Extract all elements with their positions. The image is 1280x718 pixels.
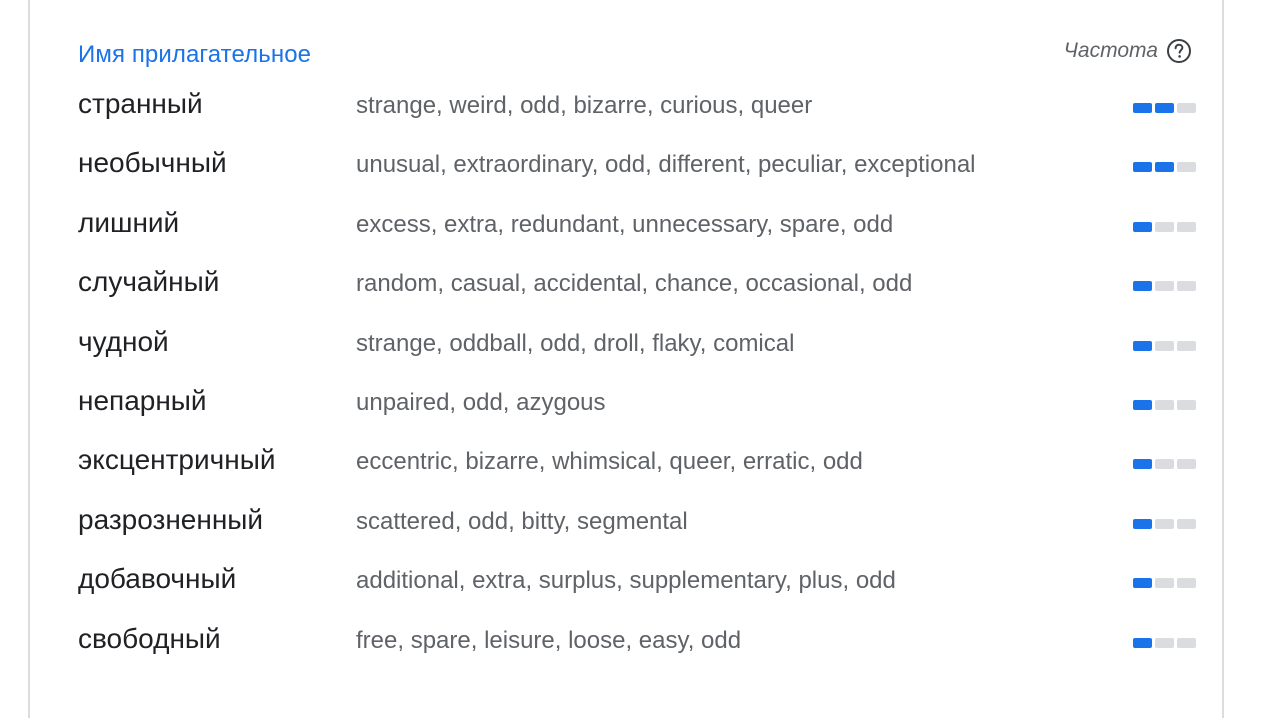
frequency-bar [1177, 341, 1196, 351]
translations-text: additional, extra, surplus, supplementary, plus, odd [356, 567, 896, 595]
word-link[interactable]: чудной [78, 325, 169, 357]
frequency-bar [1155, 459, 1174, 469]
word-link[interactable]: добавочный [78, 563, 237, 595]
frequency-bar [1133, 341, 1152, 351]
frequency-bar [1133, 222, 1152, 232]
list-item [78, 494, 1198, 553]
list-item [78, 553, 1198, 612]
frequency-bar [1155, 578, 1174, 588]
frequency-bar [1133, 281, 1152, 291]
frequency-indicator [1133, 162, 1196, 172]
translations-text: free, spare, leisure, loose, easy, odd [356, 626, 742, 654]
translations-text: eccentric, bizarre, whimsical, queer, erratic, odd [356, 448, 863, 476]
list-item [78, 613, 1198, 672]
translations-text: strange, oddball, odd, droll, flaky, comical [356, 329, 795, 357]
section-title: Имя прилагательное [78, 41, 312, 68]
frequency-bar [1155, 400, 1174, 410]
frequency-indicator [1133, 519, 1196, 529]
frequency-bar [1177, 578, 1196, 588]
frequency-bar [1133, 519, 1152, 529]
word-link[interactable]: свободный [78, 622, 221, 654]
frequency-bar [1133, 103, 1152, 113]
word-link[interactable]: случайный [78, 266, 220, 298]
word-link[interactable]: лишний [78, 206, 180, 238]
translations-text: excess, extra, redundant, unnecessary, spare, odd [356, 210, 894, 238]
frequency-bar [1177, 459, 1196, 469]
frequency-bar [1177, 281, 1196, 291]
frequency-bar [1133, 162, 1152, 172]
frequency-indicator [1133, 459, 1196, 469]
list-item [78, 78, 1198, 137]
frequency-label: Частота [1063, 39, 1158, 62]
frequency-bar [1155, 162, 1174, 172]
list-item [78, 434, 1198, 493]
word-link[interactable]: странный [78, 88, 203, 119]
word-link[interactable]: разрозненный [78, 503, 264, 535]
frequency-indicator [1133, 281, 1196, 291]
frequency-bar [1155, 638, 1174, 648]
list-item [78, 256, 1198, 315]
frequency-indicator [1133, 103, 1196, 113]
frequency-bar [1133, 638, 1152, 648]
frequency-bar [1177, 162, 1196, 172]
translations-card [28, 0, 1224, 718]
word-link[interactable]: необычный [78, 147, 227, 179]
frequency-bar [1133, 459, 1152, 469]
frequency-bar [1155, 341, 1174, 351]
list-item [78, 137, 1198, 196]
frequency-header [1064, 38, 1192, 64]
frequency-bar [1133, 578, 1152, 588]
list-item [78, 316, 1198, 375]
list-item [78, 375, 1198, 434]
frequency-bar [1155, 519, 1174, 529]
frequency-indicator [1133, 222, 1196, 232]
frequency-bar [1177, 638, 1196, 648]
translation-list [78, 78, 1198, 672]
frequency-bar [1177, 103, 1196, 113]
frequency-bar [1155, 222, 1174, 232]
list-item [78, 197, 1198, 256]
frequency-bar [1155, 103, 1174, 113]
translations-text: strange, weird, odd, bizarre, curious, queer [356, 92, 813, 119]
frequency-bar [1177, 400, 1196, 410]
translations-text: random, casual, accidental, chance, occasional, odd [356, 270, 913, 298]
translations-text: scattered, odd, bitty, segmental [356, 507, 688, 535]
frequency-bar [1155, 281, 1174, 291]
translations-text: unusual, extraordinary, odd, different, peculiar, exceptional [356, 151, 976, 179]
frequency-bar [1177, 222, 1196, 232]
word-link[interactable]: эксцентричный [78, 444, 276, 476]
frequency-indicator [1133, 400, 1196, 410]
frequency-indicator [1133, 578, 1196, 588]
frequency-indicator [1133, 638, 1196, 648]
help-icon[interactable] [1166, 38, 1192, 64]
word-link[interactable]: непарный [78, 384, 207, 416]
translations-text: unpaired, odd, azygous [356, 388, 606, 416]
frequency-bar [1133, 400, 1152, 410]
frequency-bar [1177, 519, 1196, 529]
frequency-indicator [1133, 341, 1196, 351]
